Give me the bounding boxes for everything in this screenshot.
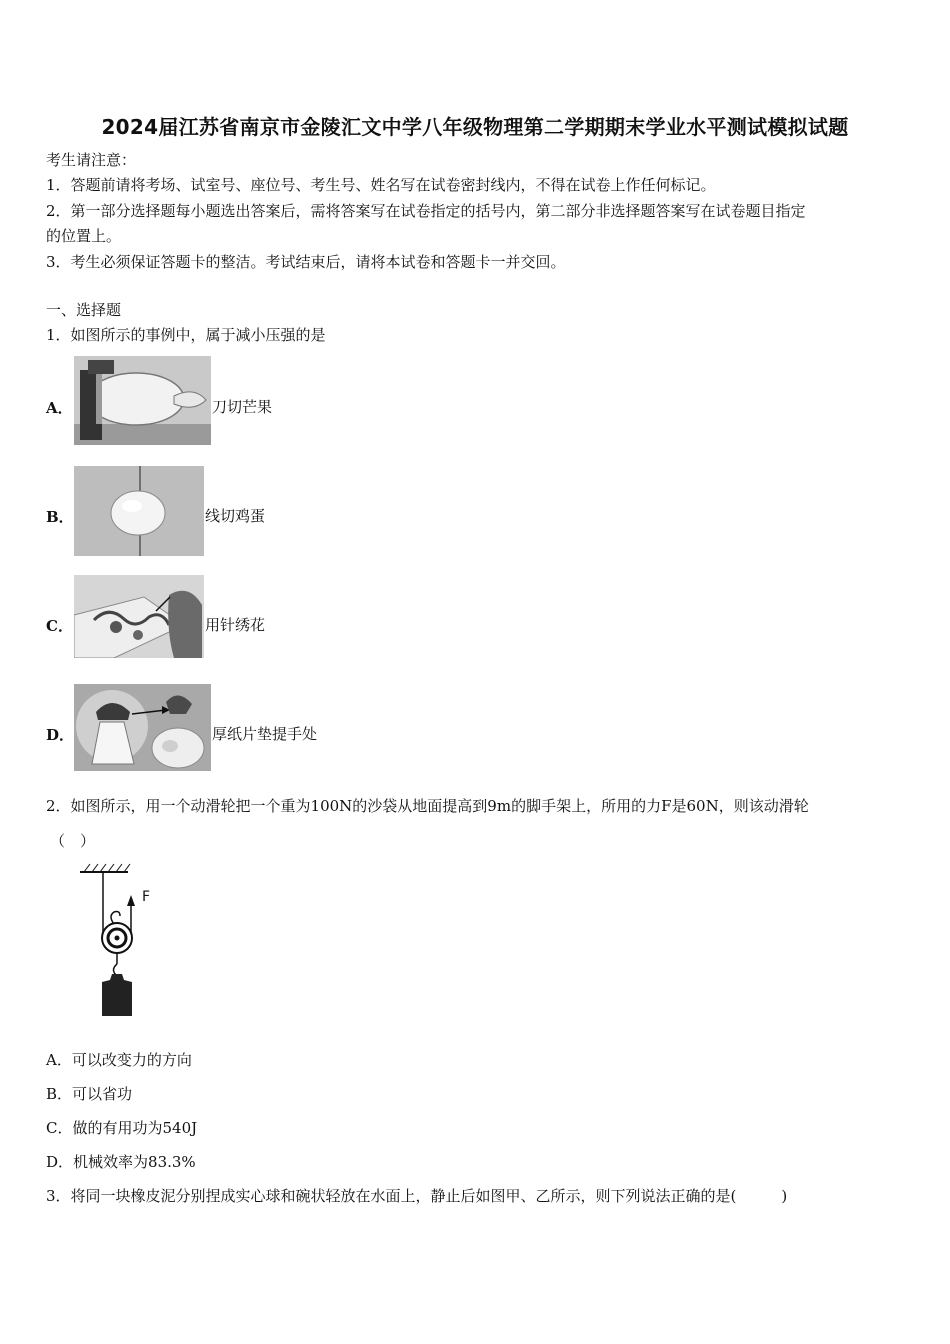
movable-pulley-diagram [76, 858, 166, 1023]
q2-stem: 2．如图所示，用一个动滑轮把一个重为100N的沙袋从地面提高到9m的脚手架上，所用的力F是60N，则该动滑轮 [46, 797, 809, 815]
q1-option-d-caption: 厚纸片垫提手处 [212, 725, 318, 743]
section-heading: 一、选择题 [46, 301, 122, 319]
q3-stem: 3．将同一块橡皮泥分别捏成实心球和碗状轻放在水面上，静止后如图甲、乙所示，则下列说法正确的是( ) [46, 1187, 788, 1205]
q2-answer-bracket: （ ） [50, 832, 96, 850]
q1-option-a-letter: A． [46, 399, 73, 417]
paper-pad-handle-photo [74, 684, 211, 771]
q1-option-c-letter: C． [46, 617, 73, 635]
q1-option-c-caption: 用针绣花 [205, 616, 266, 634]
notice-item-2-cont: 的位置上。 [46, 227, 122, 245]
force-label: F [142, 889, 151, 905]
needle-embroidery-photo [74, 575, 204, 658]
q1-option-d-letter: D． [46, 726, 75, 744]
q1-stem: 1．如图所示的事例中，属于减小压强的是 [46, 326, 326, 344]
page-title: 2024届江苏省南京市金陵汇文中学八年级物理第二学期期末学业水平测试模拟试题 [101, 115, 849, 139]
q1-option-b-letter: B． [46, 508, 74, 526]
notice-item-2: 2．第一部分选择题每小题选出答案后，需将答案写在试卷指定的括号内，第二部分非选择题答案写在试卷题目指定 [46, 202, 806, 220]
notice-heading: 考生请注意： [46, 151, 137, 169]
q2-option-a: A．可以改变力的方向 [46, 1051, 192, 1069]
notice-item-3: 3．考生必须保证答题卡的整洁。考试结束后，请将本试卷和答题卡一并交回。 [46, 253, 566, 271]
q1-option-a-caption: 刀切芒果 [212, 398, 273, 416]
notice-item-1: 1．答题前请将考场、试室号、座位号、考生号、姓名写在试卷密封线内，不得在试卷上作任何标记。 [46, 176, 716, 194]
mango-cutting-photo [74, 356, 211, 445]
q2-option-b: B．可以省功 [46, 1085, 133, 1103]
q2-option-d: D．机械效率为83.3% [46, 1153, 196, 1171]
q2-option-c: C．做的有用功为540J [46, 1119, 198, 1137]
q1-option-b-caption: 线切鸡蛋 [205, 507, 266, 525]
egg-wire-photo [74, 466, 204, 556]
